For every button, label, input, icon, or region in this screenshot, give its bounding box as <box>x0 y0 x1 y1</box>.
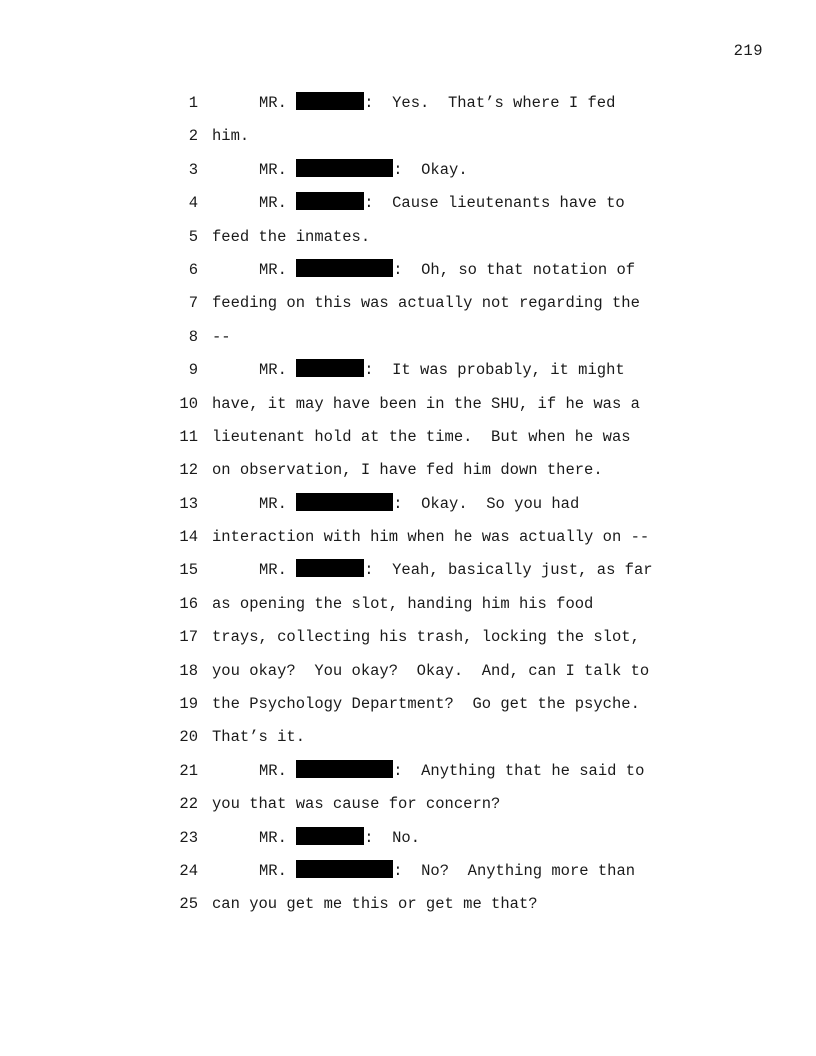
speaker-turn <box>259 187 625 220</box>
speaker-title: MR. <box>259 260 287 279</box>
continuation-text <box>212 521 649 554</box>
line-number: 22 <box>179 795 198 814</box>
speaker-colon: : <box>393 494 403 513</box>
line-number: 15 <box>179 561 198 580</box>
line-text: No. <box>373 828 421 847</box>
speaker-colon: : <box>393 861 403 880</box>
line-text: Okay. So you had <box>402 494 580 513</box>
continuation-text <box>212 655 649 688</box>
continuation-text <box>212 421 631 454</box>
speaker-title: MR. <box>259 494 287 513</box>
transcript-line <box>0 488 816 521</box>
speaker-turn <box>259 154 468 187</box>
speaker-turn <box>259 354 625 387</box>
redaction-bar <box>296 827 364 845</box>
speaker-turn <box>259 554 653 587</box>
line-text: have, it may have been in the SHU, if he was a <box>212 394 640 413</box>
continuation-text <box>212 454 603 487</box>
line-text: lieutenant hold at the time. But when he was <box>212 427 631 446</box>
speaker-title: MR. <box>259 561 287 580</box>
line-number: 16 <box>179 594 198 613</box>
continuation-text <box>212 588 593 621</box>
line-number: 4 <box>188 194 198 213</box>
line-number: 3 <box>188 160 198 179</box>
speaker-colon: : <box>364 361 374 380</box>
page-number: 219 <box>733 42 763 60</box>
transcript-line <box>0 721 816 754</box>
line-number: 25 <box>179 895 198 914</box>
line-number: 21 <box>179 761 198 780</box>
redaction-bar <box>296 159 393 177</box>
line-text: Anything that he said to <box>402 761 645 780</box>
transcript-line <box>0 221 816 254</box>
line-text: It was probably, it might <box>373 361 625 380</box>
line-text: trays, collecting his trash, locking the slot, <box>212 628 640 647</box>
line-text: Oh, so that notation of <box>402 260 636 279</box>
transcript-line <box>0 154 816 187</box>
line-text: on observation, I have fed him down there. <box>212 461 603 480</box>
speaker-title: MR. <box>259 94 287 112</box>
continuation-text <box>212 120 249 153</box>
redaction-bar <box>296 559 364 577</box>
line-number: 17 <box>179 628 198 647</box>
speaker-title: MR. <box>259 361 287 380</box>
transcript-line <box>0 421 816 454</box>
transcript-line <box>0 655 816 688</box>
continuation-text <box>212 221 370 254</box>
line-number: 24 <box>179 861 198 880</box>
line-text: can you get me this or get me that? <box>212 895 538 914</box>
redaction-bar <box>296 192 364 210</box>
transcript-line <box>0 521 816 554</box>
transcript-line <box>0 788 816 821</box>
transcript-line <box>0 554 816 587</box>
speaker-turn <box>259 755 644 788</box>
speaker-colon: : <box>364 94 374 112</box>
transcript-line <box>0 822 816 855</box>
transcript-line <box>0 187 816 220</box>
redaction-bar <box>296 860 393 878</box>
line-text: you okay? You okay? Okay. And, can I talk to <box>212 661 650 680</box>
line-number: 12 <box>179 461 198 480</box>
continuation-text <box>212 788 500 821</box>
line-text: him. <box>212 127 250 146</box>
line-number: 7 <box>188 294 198 313</box>
line-text: Cause lieutenants have to <box>373 194 625 213</box>
continuation-text <box>212 688 640 721</box>
speaker-turn <box>259 254 635 287</box>
line-number: 10 <box>179 394 198 413</box>
speaker-colon: : <box>393 260 403 279</box>
speaker-turn <box>259 488 579 521</box>
line-number: 11 <box>179 427 198 446</box>
speaker-turn <box>259 87 615 120</box>
line-number: 2 <box>188 127 198 146</box>
speaker-turn <box>259 822 420 855</box>
transcript-line <box>0 87 816 120</box>
line-number: 6 <box>188 260 198 279</box>
line-number: 9 <box>188 361 198 380</box>
continuation-text <box>212 621 640 654</box>
continuation-text <box>212 721 305 754</box>
speaker-title: MR. <box>259 761 287 780</box>
transcript-line <box>0 354 816 387</box>
speaker-colon: : <box>364 561 374 580</box>
line-text: you that was cause for concern? <box>212 795 501 814</box>
line-text: feed the inmates. <box>212 227 371 246</box>
line-number: 23 <box>179 828 198 847</box>
line-text: feeding on this was actually not regarding the <box>212 294 640 313</box>
speaker-title: MR. <box>259 861 287 880</box>
line-number: 8 <box>188 327 198 346</box>
redaction-bar <box>296 92 364 110</box>
transcript-body <box>0 87 816 922</box>
transcript-line <box>0 388 816 421</box>
redaction-bar <box>296 760 393 778</box>
line-text: Yeah, basically just, as far <box>373 561 653 580</box>
line-text: interaction with him when he was actually on -- <box>212 528 650 547</box>
speaker-colon: : <box>393 761 403 780</box>
line-number: 14 <box>179 528 198 547</box>
transcript-line <box>0 321 816 354</box>
transcript-line <box>0 588 816 621</box>
redaction-bar <box>296 359 364 377</box>
redaction-bar <box>296 259 393 277</box>
line-text: Okay. <box>402 160 468 179</box>
line-text: Yes. That’s where I fed <box>373 94 616 112</box>
speaker-colon: : <box>364 828 374 847</box>
line-text: That’s it. <box>212 728 306 747</box>
transcript-line <box>0 621 816 654</box>
transcript-line <box>0 254 816 287</box>
speaker-colon: : <box>364 194 374 213</box>
transcript-line <box>0 120 816 153</box>
line-text: as opening the slot, handing him his food <box>212 594 594 613</box>
line-text: the Psychology Department? Go get the psyche. <box>212 695 640 714</box>
transcript-line <box>0 855 816 888</box>
transcript-line <box>0 688 816 721</box>
line-number: 18 <box>179 661 198 680</box>
continuation-text <box>212 321 231 354</box>
continuation-text <box>212 287 640 320</box>
speaker-title: MR. <box>259 194 287 213</box>
speaker-title: MR. <box>259 160 287 179</box>
line-number: 5 <box>188 227 198 246</box>
continuation-text <box>212 888 538 921</box>
speaker-turn <box>259 855 635 888</box>
speaker-colon: : <box>393 160 403 179</box>
transcript-line <box>0 755 816 788</box>
line-number: 13 <box>179 494 198 513</box>
transcript-line <box>0 888 816 921</box>
redaction-bar <box>296 493 393 511</box>
speaker-title: MR. <box>259 828 287 847</box>
transcript-line <box>0 454 816 487</box>
line-number: 20 <box>179 728 198 747</box>
transcript-line <box>0 287 816 320</box>
line-number: 1 <box>188 94 198 112</box>
line-text: -- <box>212 327 231 346</box>
line-number: 19 <box>179 695 198 714</box>
continuation-text <box>212 388 640 421</box>
line-text: No? Anything more than <box>402 861 636 880</box>
